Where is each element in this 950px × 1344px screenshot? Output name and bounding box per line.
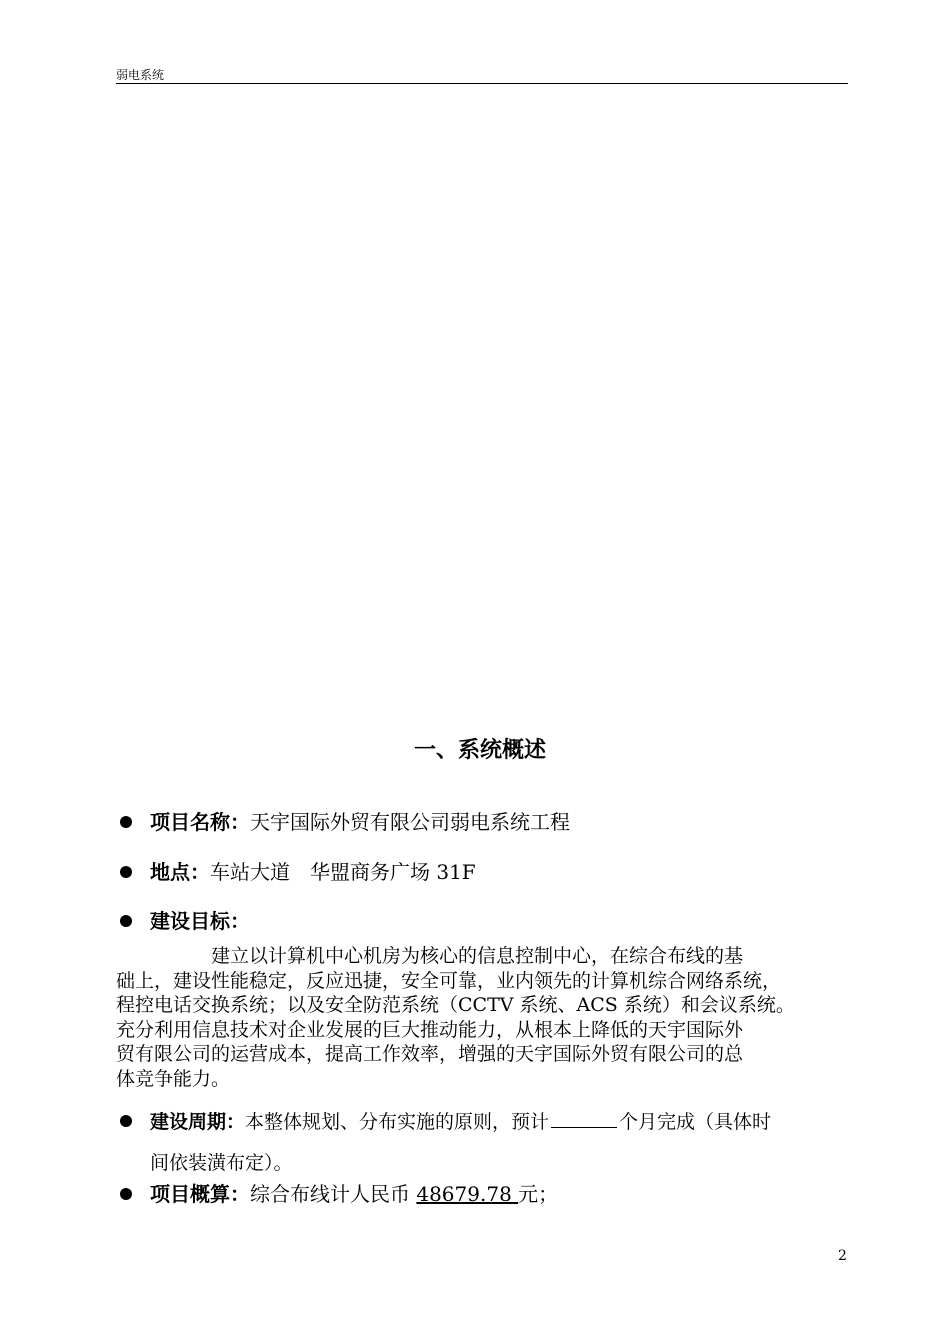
period-continuation: 间依装潢布定）。 — [150, 1152, 293, 1174]
bullet-dot-icon — [120, 866, 132, 878]
section-title: 一、系统概述 — [413, 737, 546, 763]
goal-line: 建立以计算机中心机房为核心的信息控制中心，在综合布线的基 — [116, 945, 744, 967]
page-number: 2 — [838, 1248, 847, 1264]
page-header: 弱电系统 — [116, 68, 165, 82]
period-label: 建设周期： — [150, 1111, 246, 1133]
bullet-dot-icon — [120, 1115, 132, 1127]
period-text-before: 本整体规划、分布实施的原则，预计 — [245, 1111, 550, 1133]
goal-line: 程控电话交换系统；以及安全防范系统（CCTV 系统、ACS 系统）和会议系统。 — [116, 994, 795, 1017]
bullet-text — [150, 1180, 558, 1208]
budget-text-after: 元； — [518, 1182, 559, 1206]
budget-text-before: 综合布线计人民币 — [250, 1182, 417, 1206]
bullet-text — [150, 858, 476, 886]
goal-line: 体竞争能力。 — [116, 1067, 231, 1090]
bullet-text — [150, 808, 570, 836]
bullet-dot-icon — [120, 816, 132, 828]
budget-label: 项目概算： — [150, 1182, 250, 1206]
period-blank-line — [551, 1107, 617, 1128]
bullet-dot-icon — [120, 1188, 132, 1200]
bullet-text — [150, 1107, 771, 1136]
goal-line: 贸有限公司的运营成本，提高工作效率，增强的天宇国际外贸有限公司的总 — [116, 1043, 744, 1066]
project-name-value: 天宇国际外贸有限公司弱电系统工程 — [250, 810, 570, 834]
location-label: 地点： — [150, 860, 210, 884]
location-value: 车站大道 华盟商务广场 31F — [210, 860, 476, 884]
goal-label: 建设目标： — [150, 909, 250, 933]
goal-line: 充分利用信息技术对企业发展的巨大推动能力，从根本上降低的天宇国际外 — [116, 1018, 744, 1041]
goal-line: 础上，建设性能稳定，反应迅捷，安全可靠，业内领先的计算机综合网络系统， — [116, 969, 782, 992]
period-text-after: 个月完成（具体时 — [619, 1111, 772, 1133]
project-name-label: 项目名称： — [150, 810, 250, 834]
bullet-dot-icon — [120, 915, 132, 927]
header-rule — [116, 83, 848, 84]
budget-amount: 48679.78 — [416, 1182, 519, 1206]
goal-paragraph — [116, 944, 856, 1092]
bullet-text — [150, 907, 250, 935]
